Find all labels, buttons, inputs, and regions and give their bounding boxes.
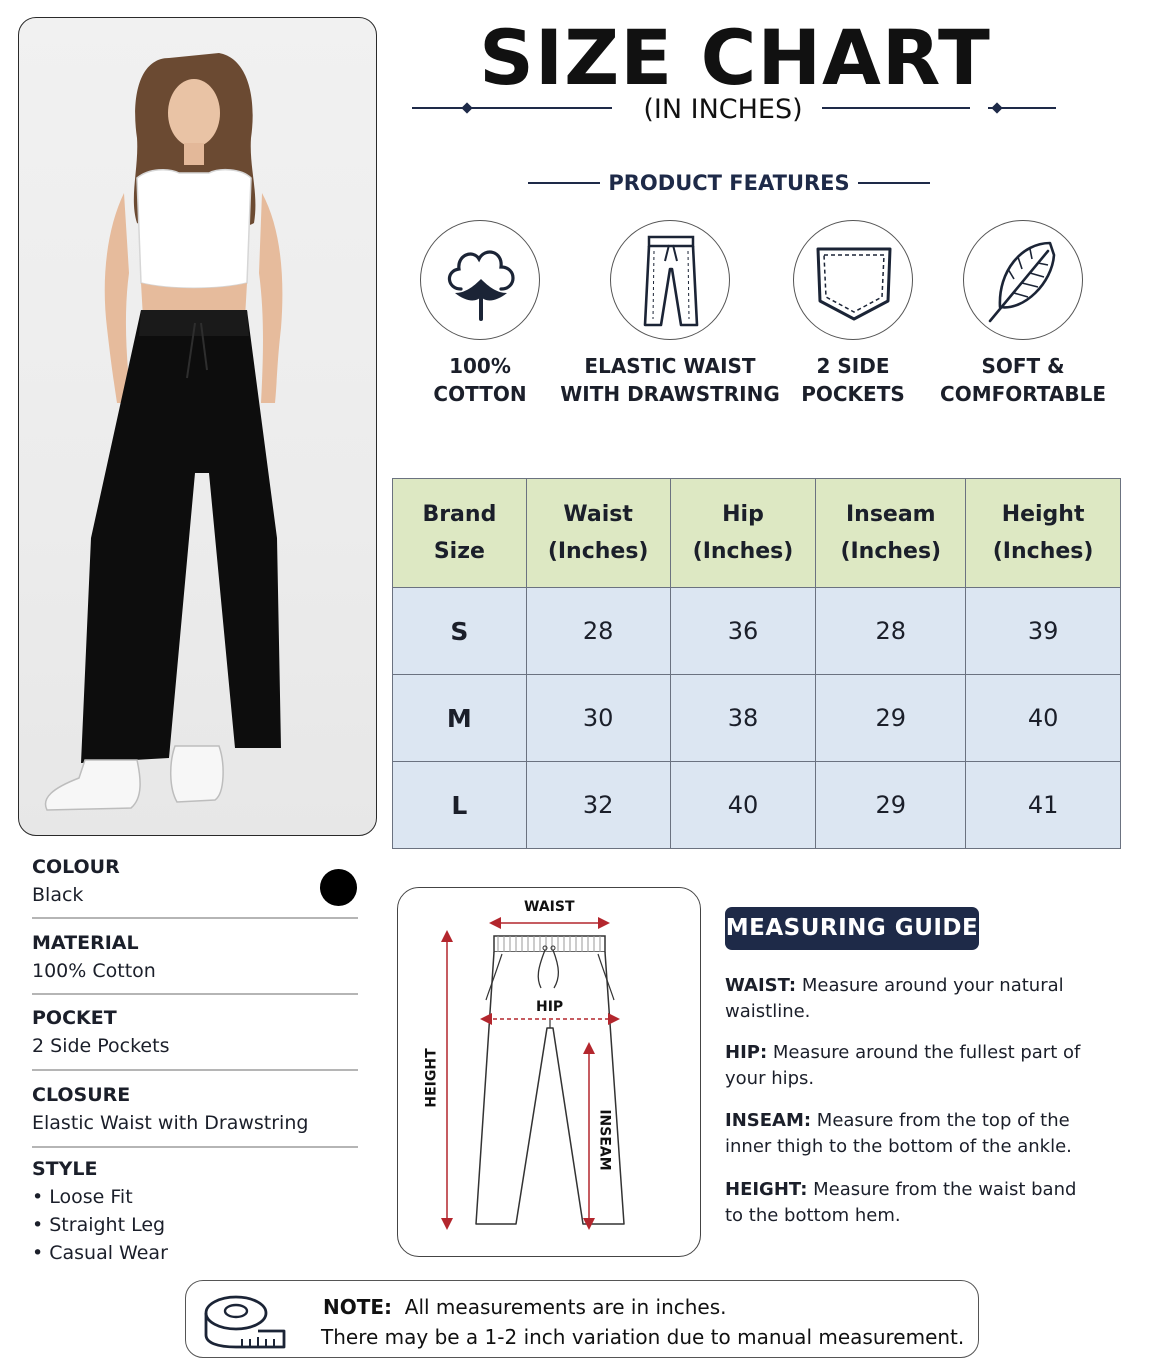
spec-style xyxy=(32,1155,358,1267)
divider xyxy=(32,993,358,995)
height-cell: 41 xyxy=(966,762,1121,849)
hip-cell: 38 xyxy=(670,675,816,762)
size-cell: M xyxy=(393,675,527,762)
waist-cell: 32 xyxy=(526,762,670,849)
spec-list-item: • Casual Wear xyxy=(32,1242,168,1264)
feature-icon-circle xyxy=(420,220,540,340)
table-header-row xyxy=(393,479,1121,588)
feature-soft xyxy=(913,220,1133,408)
spec-label: COLOUR xyxy=(32,856,120,878)
waist-cell: 28 xyxy=(526,588,670,675)
hip-cell: 36 xyxy=(670,588,816,675)
spec-list-item: • Straight Leg xyxy=(32,1214,166,1236)
feature-icon-circle xyxy=(793,220,913,340)
feature-icon-circle xyxy=(610,220,730,340)
spec-closure xyxy=(32,1081,358,1137)
guide-inseam: INSEAM: Measure from the top of the inner thigh to the bottom of the ankle. xyxy=(725,1110,1072,1157)
inseam-cell: 29 xyxy=(816,675,966,762)
feature-icon-circle xyxy=(963,220,1083,340)
measuring-tape-icon xyxy=(202,1289,286,1351)
header-waist: Waist (Inches) xyxy=(526,479,670,588)
model-illustration xyxy=(19,18,377,836)
measurement-diagram xyxy=(397,887,701,1257)
spec-pocket xyxy=(32,1004,358,1060)
table-row xyxy=(393,675,1121,762)
colour-swatch xyxy=(320,869,357,906)
hip-label: HIP xyxy=(536,999,564,1015)
feature-label: 2 SIDE POCKETS xyxy=(801,354,905,406)
size-cell: L xyxy=(393,762,527,849)
guide-hip: HIP: Measure around the fullest part of your hips. xyxy=(725,1042,1081,1089)
pants-icon xyxy=(611,221,731,341)
decorative-line xyxy=(858,182,930,184)
inseam-cell: 28 xyxy=(816,588,966,675)
features-header xyxy=(528,168,930,198)
spec-label: CLOSURE xyxy=(32,1084,131,1106)
note-line-2: There may be a 1-2 inch variation due to manual measurement. xyxy=(321,1325,965,1349)
height-cell: 40 xyxy=(966,675,1121,762)
page-title: SIZE CHART xyxy=(479,13,991,102)
table-row xyxy=(393,588,1121,675)
spec-label: STYLE xyxy=(32,1158,98,1180)
divider xyxy=(32,1069,358,1071)
waist-cell: 30 xyxy=(526,675,670,762)
height-cell: 39 xyxy=(966,588,1121,675)
pants-outline-diagram xyxy=(398,888,702,1258)
feature-label: ELASTIC WAIST WITH DRAWSTRING xyxy=(560,354,780,406)
features-title: PRODUCT FEATURES xyxy=(608,171,850,195)
divider xyxy=(32,1146,358,1148)
pocket-icon xyxy=(794,221,914,341)
decorative-line xyxy=(822,107,970,109)
spec-label: MATERIAL xyxy=(32,932,139,954)
guide-height: HEIGHT: Measure from the waist band to the bottom hem. xyxy=(725,1179,1077,1226)
height-label: HEIGHT xyxy=(423,1048,440,1108)
note-line-1: NOTE: All measurements are in inches. xyxy=(323,1295,727,1319)
header-inseam: Inseam (Inches) xyxy=(816,479,966,588)
feather-icon xyxy=(964,221,1084,341)
spec-value: Black xyxy=(32,884,84,906)
waist-label: WAIST xyxy=(524,899,575,915)
feature-label: SOFT & COMFORTABLE xyxy=(940,354,1106,406)
spec-colour xyxy=(32,853,358,909)
spec-list-item: • Loose Fit xyxy=(32,1186,133,1208)
hip-cell: 40 xyxy=(670,762,816,849)
spec-label: POCKET xyxy=(32,1007,117,1029)
inseam-cell: 29 xyxy=(816,762,966,849)
divider xyxy=(32,917,358,919)
inseam-label: INSEAM xyxy=(596,1109,613,1171)
spec-material xyxy=(32,929,358,985)
page-subtitle: (IN INCHES) xyxy=(643,94,803,125)
feature-label: 100% COTTON xyxy=(433,354,527,406)
table-row xyxy=(393,762,1121,849)
cotton-flower-icon xyxy=(421,221,541,341)
header-brand-size: Brand Size xyxy=(393,479,527,588)
size-table xyxy=(392,478,1121,849)
product-photo xyxy=(18,17,377,836)
size-cell: S xyxy=(393,588,527,675)
subtitle-row xyxy=(410,92,1060,128)
guide-waist: WAIST: Measure around your natural waistline. xyxy=(725,975,1064,1022)
feature-cotton xyxy=(370,220,590,408)
spec-value: 2 Side Pockets xyxy=(32,1035,170,1057)
header-height: Height (Inches) xyxy=(966,479,1121,588)
note-box xyxy=(185,1280,979,1358)
spec-value: 100% Cotton xyxy=(32,960,156,982)
spec-value: Elastic Waist with Drawstring xyxy=(32,1112,309,1134)
measuring-guide-title: MEASURING GUIDE xyxy=(725,907,979,950)
header-hip: Hip (Inches) xyxy=(670,479,816,588)
